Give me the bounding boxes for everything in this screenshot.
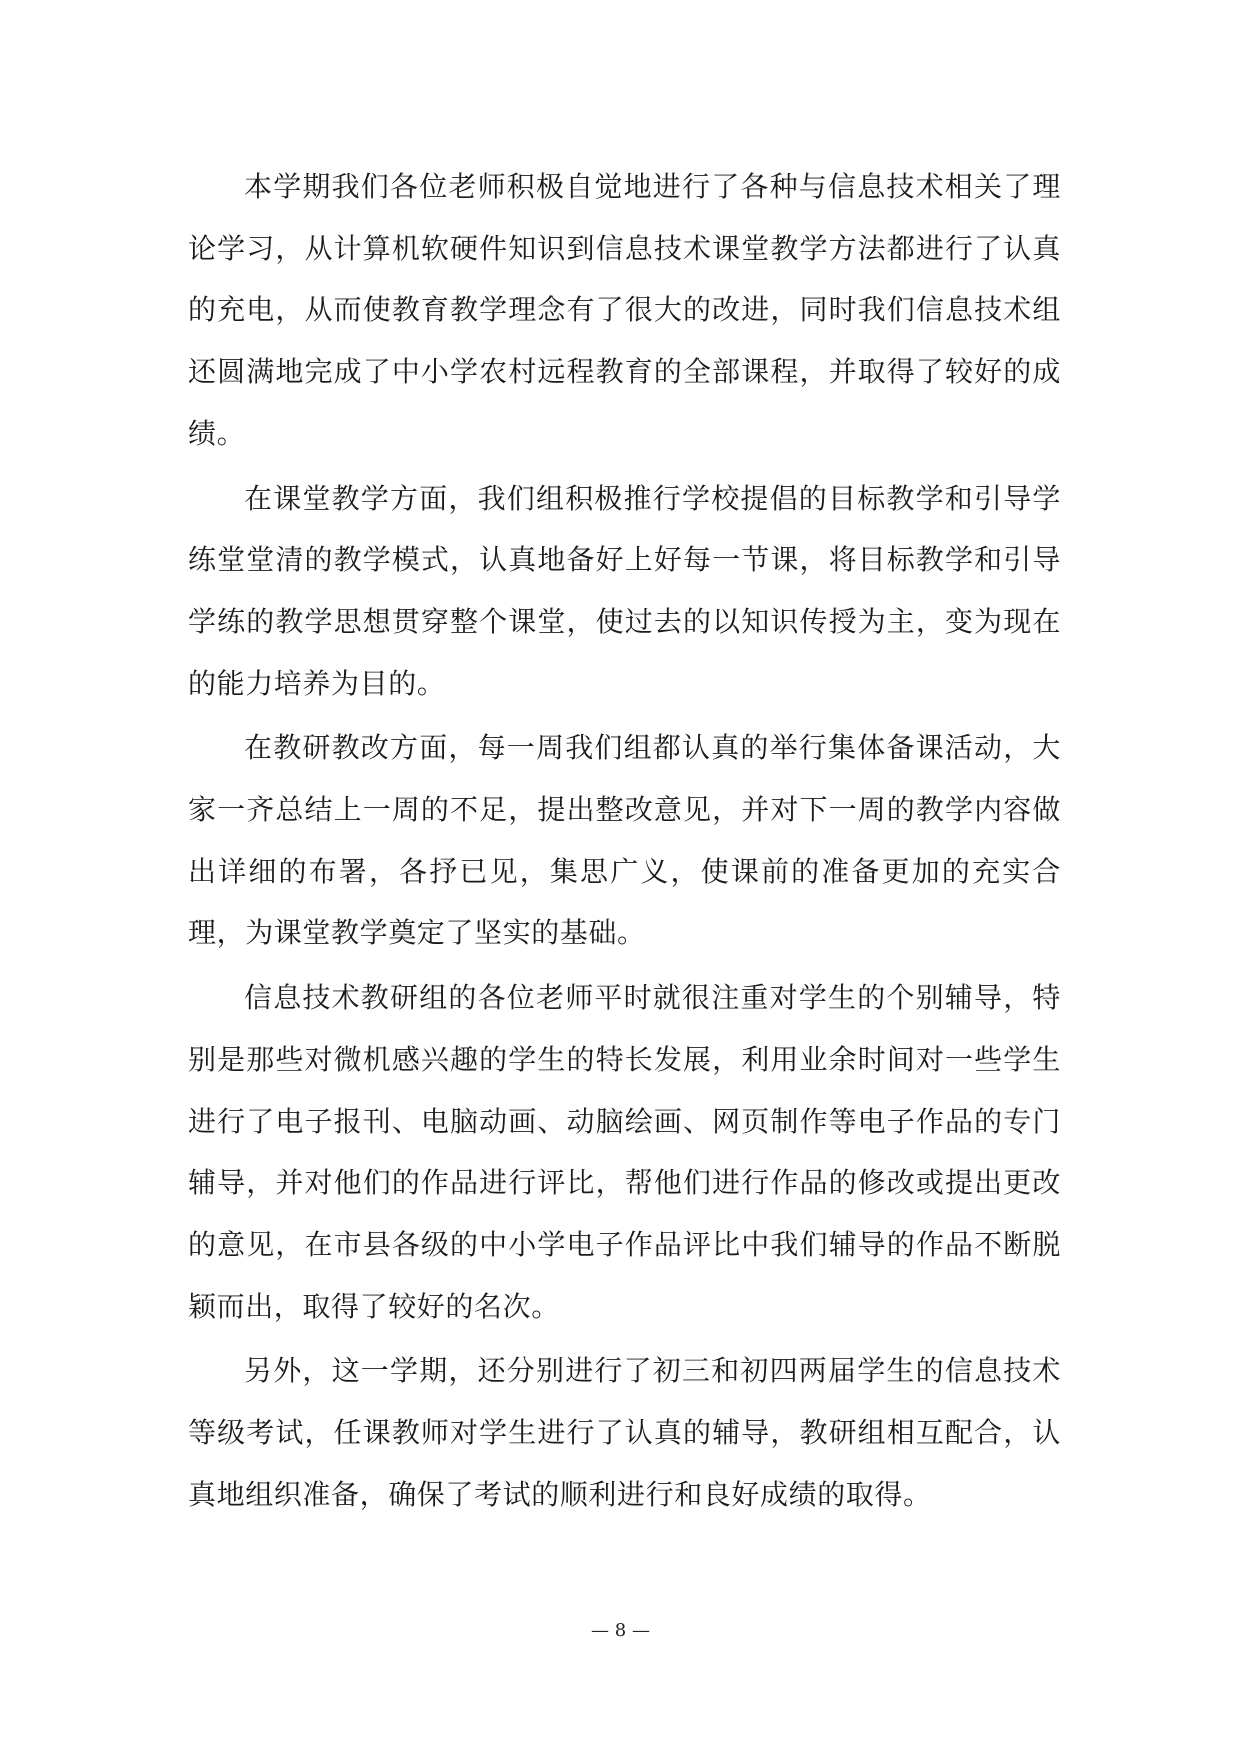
page-number: — 8 — bbox=[591, 1620, 650, 1641]
paragraph-4: 信息技术教研组的各位老师平时就很注重对学生的个别辅导，特别是那些对微机感兴趣的学生的特长发展，利用业余时间对一些学生进行了电子报刊、电脑动画、动脑绘画、网页制作等电子作品的专门辅导，并对他们的作品进行评比，帮他们进行作品的修改或提出更改的意见，在市县各级的中小学电子作品评比中我们辅导的作品不断脱颖而出，取得了较好的名次。 bbox=[188, 981, 1061, 1323]
paragraph-1: 本学期我们各位老师积极自觉地进行了各种与信息技术相关了理论学习，从计算机软硬件知识到信息技术课堂教学方法都进行了认真的充电，从而使教育教学理念有了很大的改进，同时我们信息技术组还圆满地完成了中小学农村远程教育的全部课程，并取得了较好的成绩。 bbox=[188, 170, 1061, 450]
paragraph-2: 在课堂教学方面，我们组积极推行学校提倡的目标教学和引导学练堂堂清的教学模式，认真地备好上好每一节课，将目标教学和引导学练的教学思想贯穿整个课堂，使过去的以知识传授为主，变为现在的能力培养为目的。 bbox=[188, 481, 1061, 700]
paragraph-3: 在教研教改方面，每一周我们组都认真的举行集体备课活动，大家一齐总结上一周的不足，提出整改意见，并对下一周的教学内容做出详细的布署，各抒已见，集思广义，使课前的准备更加的充实合理，为课堂教学奠定了坚实的基础。 bbox=[188, 731, 1061, 950]
document-body bbox=[188, 156, 1061, 1528]
paragraph-5: 另外，这一学期，还分别进行了初三和初四两届学生的信息技术等级考试，任课教师对学生进行了认真的辅导，教研组相互配合，认真地组织准备，确保了考试的顺利进行和良好成绩的取得。 bbox=[188, 1354, 1061, 1511]
